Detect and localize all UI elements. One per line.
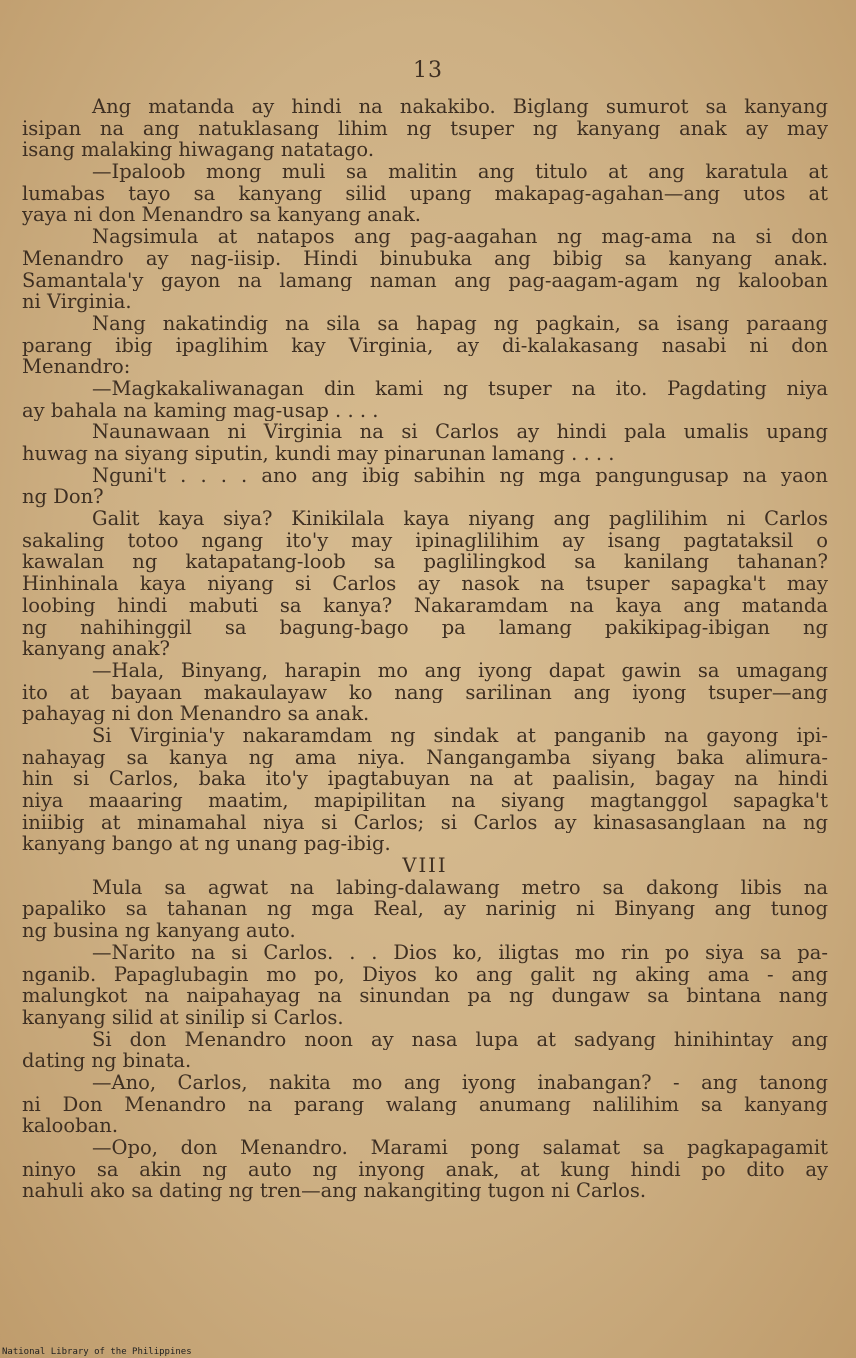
text-line: Galit kaya siya? Kinikilala kaya niyang ang paglilihim ni Carlos [92, 508, 828, 530]
body-text [22, 96, 828, 1202]
text-line: nganib. Papaglubagin mo po, Diyos ko ang galit ng aking ama - ang [22, 963, 828, 986]
text-line: Menandro: [22, 356, 131, 378]
text-line: —Magkakaliwanagan din kami ng tsuper na ito. Pagdating niya [92, 377, 828, 400]
text-line: Nguni't . . . . ano ang ibig sabihin ng mga pangungusap na yaon [92, 464, 828, 487]
text-line: isipan na ang natuklasang lihim ng tsuper ng kanyang anak ay may [22, 117, 828, 140]
text-line: hin si Carlos, baka ito'y ipagtabuyan na at paalisin, bagay na hindi [22, 768, 828, 790]
text-line: kalooban. [22, 1115, 119, 1137]
text-line: ng busina ng kanyang auto. [22, 920, 296, 942]
text-line: Nang nakatindig na sila sa hapag ng pagkain, sa isang paraang [92, 312, 828, 335]
text-line: huwag na siyang siputin, kundi may pinarunan lamang . . . . [22, 443, 615, 465]
text-line: pahayag ni don Menandro sa anak. [22, 703, 370, 725]
text-line: parang ibig ipaglihim kay Virginia, ay di-kalakasang nasabi ni don [22, 334, 828, 357]
text-line: papaliko sa tahanan ng mga Real, ay narinig ni Binyang ang tunog [22, 898, 828, 921]
text-line: iniibig at minamahal niya si Carlos; si Carlos ay kinasasanglaan na ng [22, 811, 828, 834]
text-line: niya maaaring maatim, mapipilitan na siyang magtanggol sapagka't [22, 790, 828, 812]
text-line: kawalan ng katapatang-loob sa paglilingkod sa kanilang tahanan? [22, 551, 828, 574]
text-line: kanyang bango at ng unang pag-ibig. [22, 833, 391, 856]
text-line: Nagsimula at natapos ang pag-aagahan ng mag-ama na si don [92, 226, 828, 248]
text-line: dating ng binata. [22, 1050, 192, 1072]
text-line: nahuli ako sa dating ng tren—ang nakangiting tugon ni Carlos. [22, 1180, 647, 1203]
text-line: —Hala, Binyang, harapin mo ang iyong dapat gawin sa umagang [92, 659, 828, 682]
text-line: Ang matanda ay hindi na nakakibo. Biglang sumurot sa kanyang [92, 96, 828, 118]
text-line: sakaling totoo ngang ito'y may ipinaglilihim ay isang pagtataksil o [22, 529, 828, 552]
text-line: —Ipaloob mong muli sa malitin ang titulo at ang karatula at [92, 161, 828, 183]
text-line: —Ano, Carlos, nakita mo ang iyong inabangan? - ang tanong [92, 1071, 828, 1094]
text-line: Si don Menandro noon ay nasa lupa at sadyang hinihintay ang [92, 1028, 828, 1051]
text-line: Naunawaan ni Virginia na si Carlos ay hindi pala umalis upang [92, 421, 828, 443]
text-line: lumabas tayo sa kanyang silid upang makapag-agahan—ang utos at [22, 182, 828, 205]
text-line: Si Virginia'y nakaramdam ng sindak at panganib na gayong ipi- [92, 724, 828, 747]
text-line: nahayag sa kanya ng ama niya. Nangangamba siyang baka alimura- [22, 746, 828, 769]
text-line: ay bahala na kaming mag-usap . . . . [22, 399, 379, 422]
text-line: ng nahihinggil sa bagung-bago pa lamang pakikipag-ibigan ng [22, 616, 828, 639]
text-line: yaya ni don Menandro sa kanyang anak. [22, 204, 421, 227]
text-line: ninyo sa akin ng auto ng inyong anak, at kung hindi po dito ay [22, 1158, 828, 1181]
text-line: ng Don? [22, 486, 104, 509]
text-line: isang malaking hiwagang natatago. [22, 139, 375, 162]
page-number: 13 [413, 58, 443, 83]
text-line: Menandro ay nag-iisip. Hindi binubuka ang bibig sa kanyang anak. [22, 247, 828, 270]
text-line: Samantala'y gayon na lamang naman ang pag-aagam-agam ng kalooban [22, 269, 828, 292]
text-line: loobing hindi mabuti sa kanya? Nakaramdam na kaya ang matanda [22, 594, 828, 617]
text-line: Hinhinala kaya niyang si Carlos ay nasok na tsuper sapagka't may [22, 573, 828, 595]
library-credit: National Library of the Philippines [2, 1347, 192, 1357]
text-line: kanyang silid at sinilip si Carlos. [22, 1006, 344, 1029]
text-line: malungkot na naipahayag na sinundan pa ng dungaw sa bintana nang [22, 985, 828, 1007]
text-line: ni Don Menandro na parang walang anumang nalilihim sa kanyang [22, 1093, 828, 1116]
text-line: —Narito na si Carlos. . . Dios ko, iligtas mo rin po siya sa pa- [92, 941, 828, 964]
text-line: ni Virginia. [22, 291, 132, 313]
text-line: —Opo, don Menandro. Marami pong salamat sa pagkapagamit [92, 1137, 828, 1159]
text-line: kanyang anak? [22, 638, 170, 660]
text-line: ito at bayaan makaulayaw ko nang sarilinan ang iyong tsuper—ang [22, 681, 828, 704]
text-line: Mula sa agwat na labing-dalawang metro sa dakong libis na [92, 876, 828, 899]
chapter-heading: VIII [402, 855, 448, 877]
